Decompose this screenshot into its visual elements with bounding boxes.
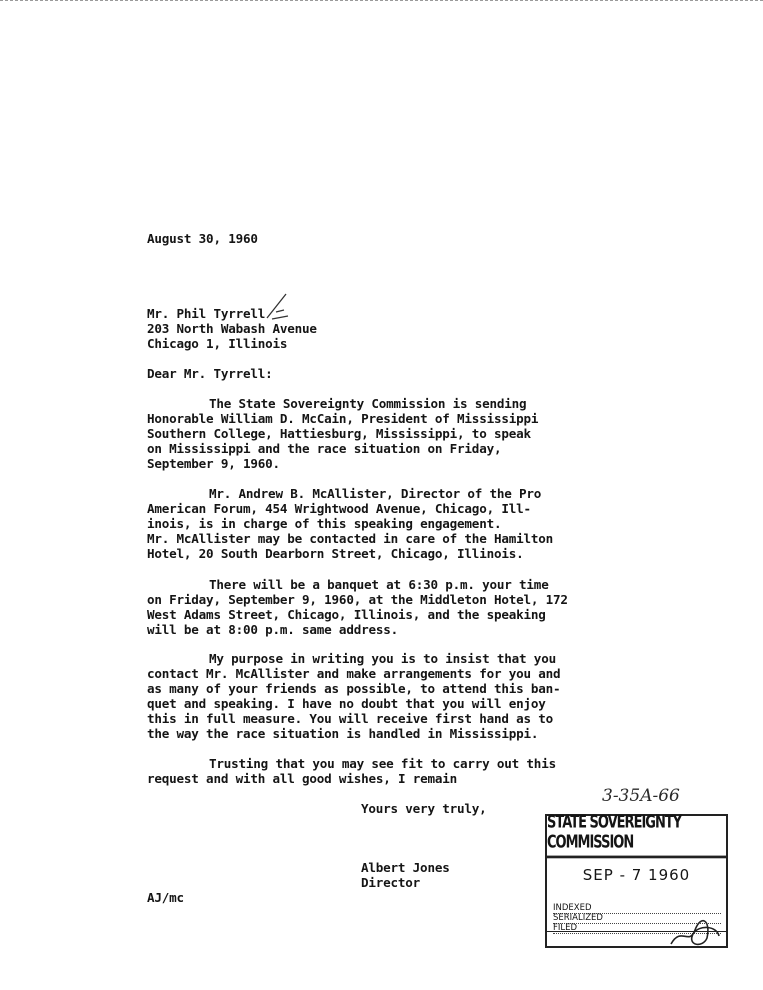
paragraph-line: inois, is in charge of this speaking engagement.: [147, 516, 502, 531]
paragraph-line: on Friday, September 9, 1960, at the Middleton Hotel, 172: [147, 592, 568, 607]
letter-date: August 30, 1960: [147, 231, 258, 246]
paragraph-line: Trusting that you may see fit to carry out this: [209, 756, 556, 771]
paragraph-line: Mr. McAllister may be contacted in care of the Hamilton: [147, 531, 554, 546]
commission-received-stamp: [545, 814, 728, 948]
stamp-header: STATE SOVEREIGNTY COMMISSION: [547, 810, 726, 859]
stamp-field-filed: FILED: [553, 924, 721, 934]
paragraph-line: My purpose in writing you is to insist that you: [209, 651, 556, 666]
handwritten-file-number: 3-35A-66: [602, 786, 680, 806]
salutation: Dear Mr. Tyrrell:: [147, 366, 273, 381]
closing: Yours very truly,: [361, 801, 487, 816]
paragraph-line: Mr. Andrew B. McAllister, Director of the Pro: [209, 486, 542, 501]
signer-title: Director: [361, 875, 421, 890]
paragraph-line: this in full measure. You will receive first hand as to: [147, 711, 554, 726]
paragraph-line: as many of your friends as possible, to attend this ban-: [147, 681, 561, 696]
typist-initials: AJ/mc: [147, 890, 184, 905]
top-edge-dashes: [0, 0, 763, 3]
handwritten-initials-scribble: [667, 916, 723, 950]
paragraph-line: There will be a banquet at 6:30 p.m. your time: [209, 577, 549, 592]
recipient-address-line1: 203 North Wabash Avenue: [147, 321, 317, 336]
stamp-field-serialized: SERIALIZED: [553, 914, 721, 924]
paragraph-line: on Mississippi and the race situation on Friday,: [147, 441, 502, 456]
paragraph-line: request and with all good wishes, I remain: [147, 771, 458, 786]
recipient-name: Mr. Phil Tyrrell: [147, 306, 266, 321]
paragraph-line: American Forum, 454 Wrightwood Avenue, Chicago, Ill-: [147, 501, 531, 516]
paragraph-line: contact Mr. McAllister and make arrangements for you and: [147, 666, 561, 681]
paragraph-line: Southern College, Hattiesburg, Mississippi, to speak: [147, 426, 531, 441]
handwritten-check-mark: [264, 292, 290, 322]
paragraph-line: September 9, 1960.: [147, 456, 280, 471]
paragraph-line: Hotel, 20 South Dearborn Street, Chicago, Illinois.: [147, 546, 524, 561]
paragraph-line: Honorable William D. McCain, President of Mississippi: [147, 411, 539, 426]
stamp-date: SEP - 7 1960: [582, 866, 691, 884]
recipient-address-line2: Chicago 1, Illinois: [147, 336, 288, 351]
stamp-field-indexed: INDEXED: [553, 904, 721, 914]
paragraph-line: quet and speaking. I have no doubt that you will enjoy: [147, 696, 546, 711]
paragraph-line: will be at 8:00 p.m. same address.: [147, 622, 398, 637]
paragraph-line: The State Sovereignty Commission is sending: [209, 396, 527, 411]
paragraph-line: West Adams Street, Chicago, Illinois, and the speaking: [147, 607, 546, 622]
paragraph-line: the way the race situation is handled in Mississippi.: [147, 726, 539, 741]
signer-name: Albert Jones: [361, 860, 450, 875]
